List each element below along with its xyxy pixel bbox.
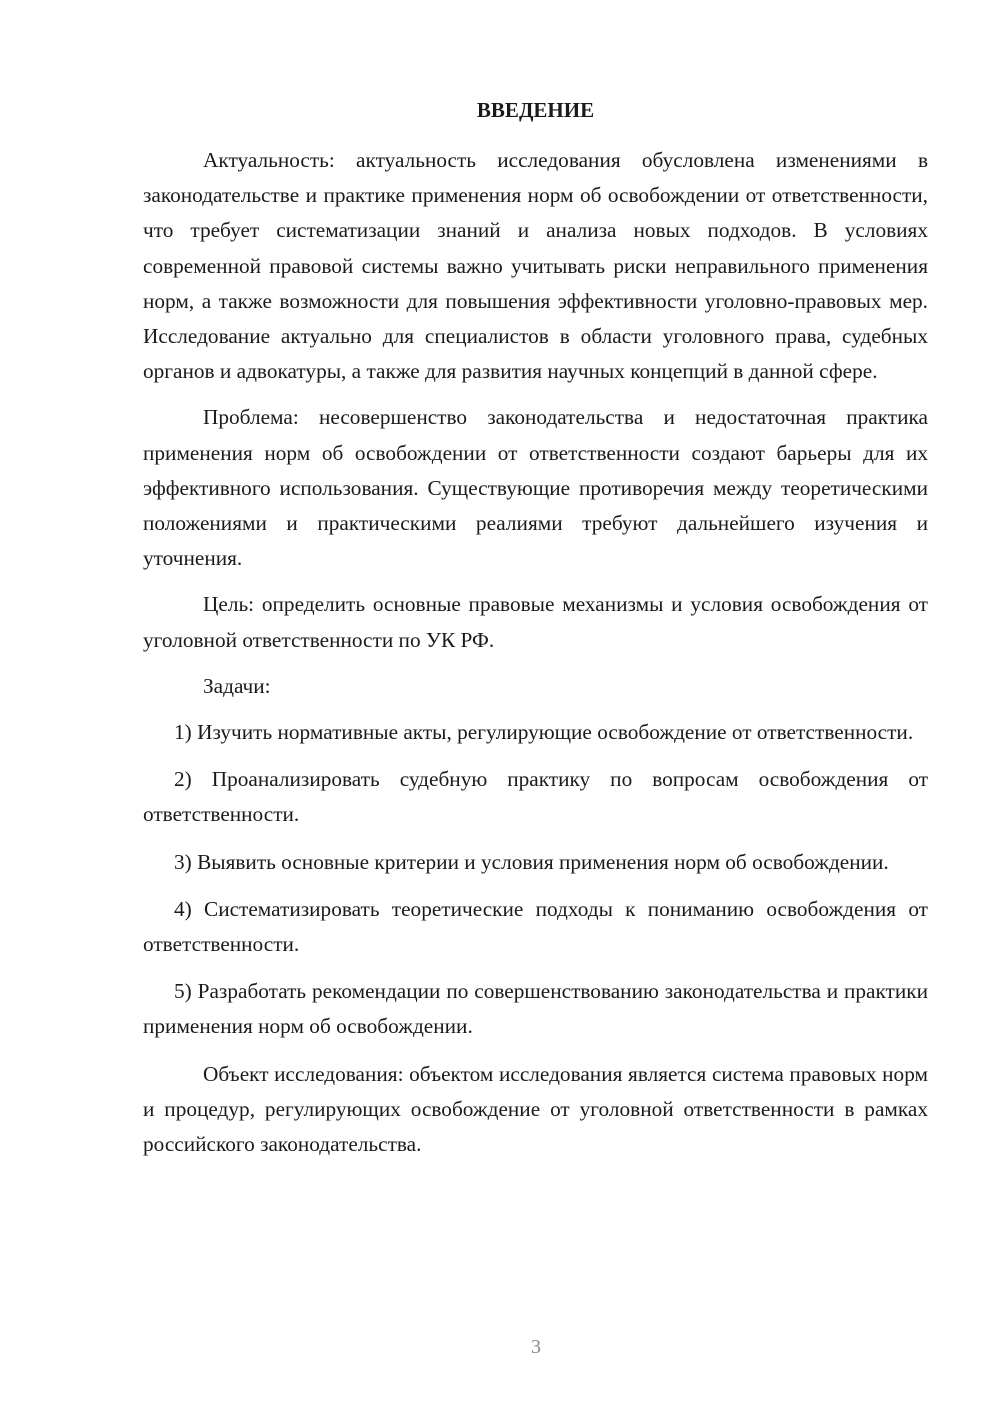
task-item-3: 3) Выявить основные критерии и условия применения норм об освобождении. bbox=[174, 849, 889, 874]
task-item-2: 2) Проанализировать судебную практику по вопросам освобождения от ответственности. bbox=[143, 767, 928, 827]
task-item-5: 5) Разработать рекомендации по совершенствованию законодательства и практики применения норм об освобождении. bbox=[143, 979, 928, 1039]
task-item-1: 1) Изучить нормативные акты, регулирующие освобождение от ответственности. bbox=[174, 720, 914, 745]
object-paragraph: Объект исследования: объектом исследования является система правовых норм и процедур, регулирующих освобождение от уголовной ответственности в рамках российского законодательства. bbox=[143, 1061, 928, 1157]
task-item-4: 4) Систематизировать теоретические подходы к пониманию освобождения от ответственности. bbox=[143, 896, 928, 957]
page-title: ВВЕДЕНИЕ bbox=[476, 98, 595, 122]
relevance-paragraph: Актуальность: актуальность исследования обусловлена изменениями в законодательстве и практике применения норм об освобождении от ответственности, что требует систематизации знаний и анализа новых подходов. В условиях современной правовой системы важно учитывать риски неправильного применения норм, а также возможности для повышения эффективности уголовно-правовых мер. Исследование актуально для специалистов в области уголовного права, судебных органов и адвокатуры, а также для развития научных концепций в данной сфере. bbox=[143, 148, 928, 384]
page-content bbox=[143, 95, 928, 1162]
problem-paragraph: Проблема: несовершенство законодательства и недостаточная практика применения норм об освобождении от ответственности создают барьеры для их эффективного использования. Существующие противоречия между теоретическими положениями и практическими реалиями требуют дальнейшего изучения и уточнения. bbox=[143, 405, 928, 571]
page-number: 3 bbox=[531, 1336, 541, 1358]
tasks-heading: Задачи: bbox=[203, 673, 271, 698]
goal-paragraph: Цель: определить основные правовые механизмы и условия освобождения от уголовной ответственности по УК РФ. bbox=[143, 592, 928, 652]
